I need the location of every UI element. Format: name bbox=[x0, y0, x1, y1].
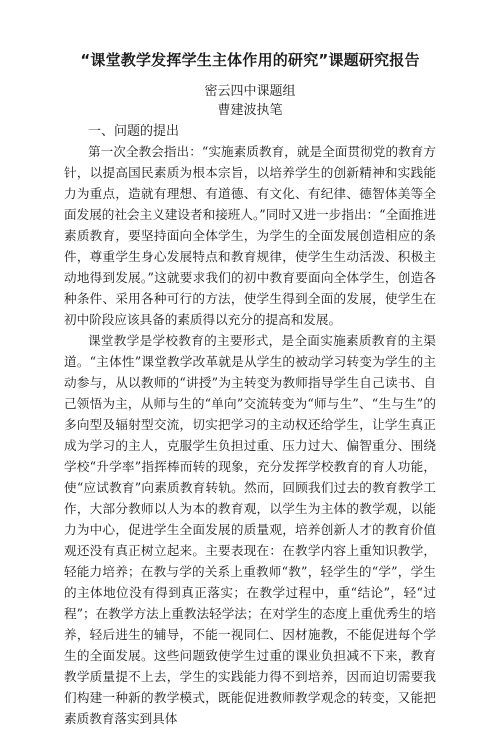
organization-name: 密云四中课题组 bbox=[204, 84, 296, 99]
document-title: “课堂教学发挥学生主体作用的研究”课题研究报告 bbox=[80, 51, 420, 69]
author-line: 曹建波执笔 bbox=[217, 103, 283, 118]
paragraph-1: 第一次全教会指出：“实施素质教育，就是全面贯彻党的教育方针，以提高国民素质为根本宗旨，以培养学生的创新精神和实践能力为重点，造就有理想、有道德、有文化、有纪律、德智体美等全面发展的社会主义建设者和接班人。”同时又进一步指出：“全面推进素质教育，要坚持面向全体学生，为学生的全面发展创造相应的条件，尊重学生身心发展特点和教育规律，使学生生动活泼、积极主动地得到发展。”这就要求我们的初中教育要面向全体学生，创造各种条件、采用各种可行的方法，使学生得到全面的发展，使学生在初中阶段应该具备的素质得以充分的提高和发展。 bbox=[64, 144, 436, 327]
paragraph-2: 课堂教学是学校教育的主要形式，是全面实施素质教育的主渠道。“主体性”课堂教学改革就是从学生的被动学习转变为学生的主动参与，从以教师的“讲授”为主转变为教师指导学生自己读书、自己领悟为主，从师与生的“单向”交流转变为“师与生”、“生与生”的多向型及辐射型交流，切实把学习的主动权还给学生，让学生真正成为学习的主人，克服学生负担过重、压力过大、偏智重分、围绕学校“升学率”指挥棒而转的现象，充分发挥学校教育的育人功能，使“应试教育”向素质教育转轨。然而，回顾我们过去的教育教学工作，大部分教师以人为本的教育观，以学生为主体的教学观，以能力为中心，促进学生全面发展的质量观，培养创新人才的教育价值观还没有真正树立起来。主要表现在：在教学内容上重知识教学，轻能力培养；在教与学的关系上重教师“教”，轻学生的“学”，学生的主体地位没有得到真正落实；在教学过程中，重“结论”，轻“过程”；在教学方法上重教法轻学法；在对学生的态度上重优秀生的培养，轻后进生的辅导，不能一视同仁、因材施教，不能促进每个学生的全面发展。这些问题致使学生过重的课业负担减不下来，教育教学质量提不上去，学生的实践能力得不到培养，因而迫切需要我们构建一种新的教学模式，既能促进教师教学观念的转变，又能把素质教育落实到具体 bbox=[64, 333, 436, 726]
section-heading: 一、问题的提出 bbox=[88, 124, 180, 139]
